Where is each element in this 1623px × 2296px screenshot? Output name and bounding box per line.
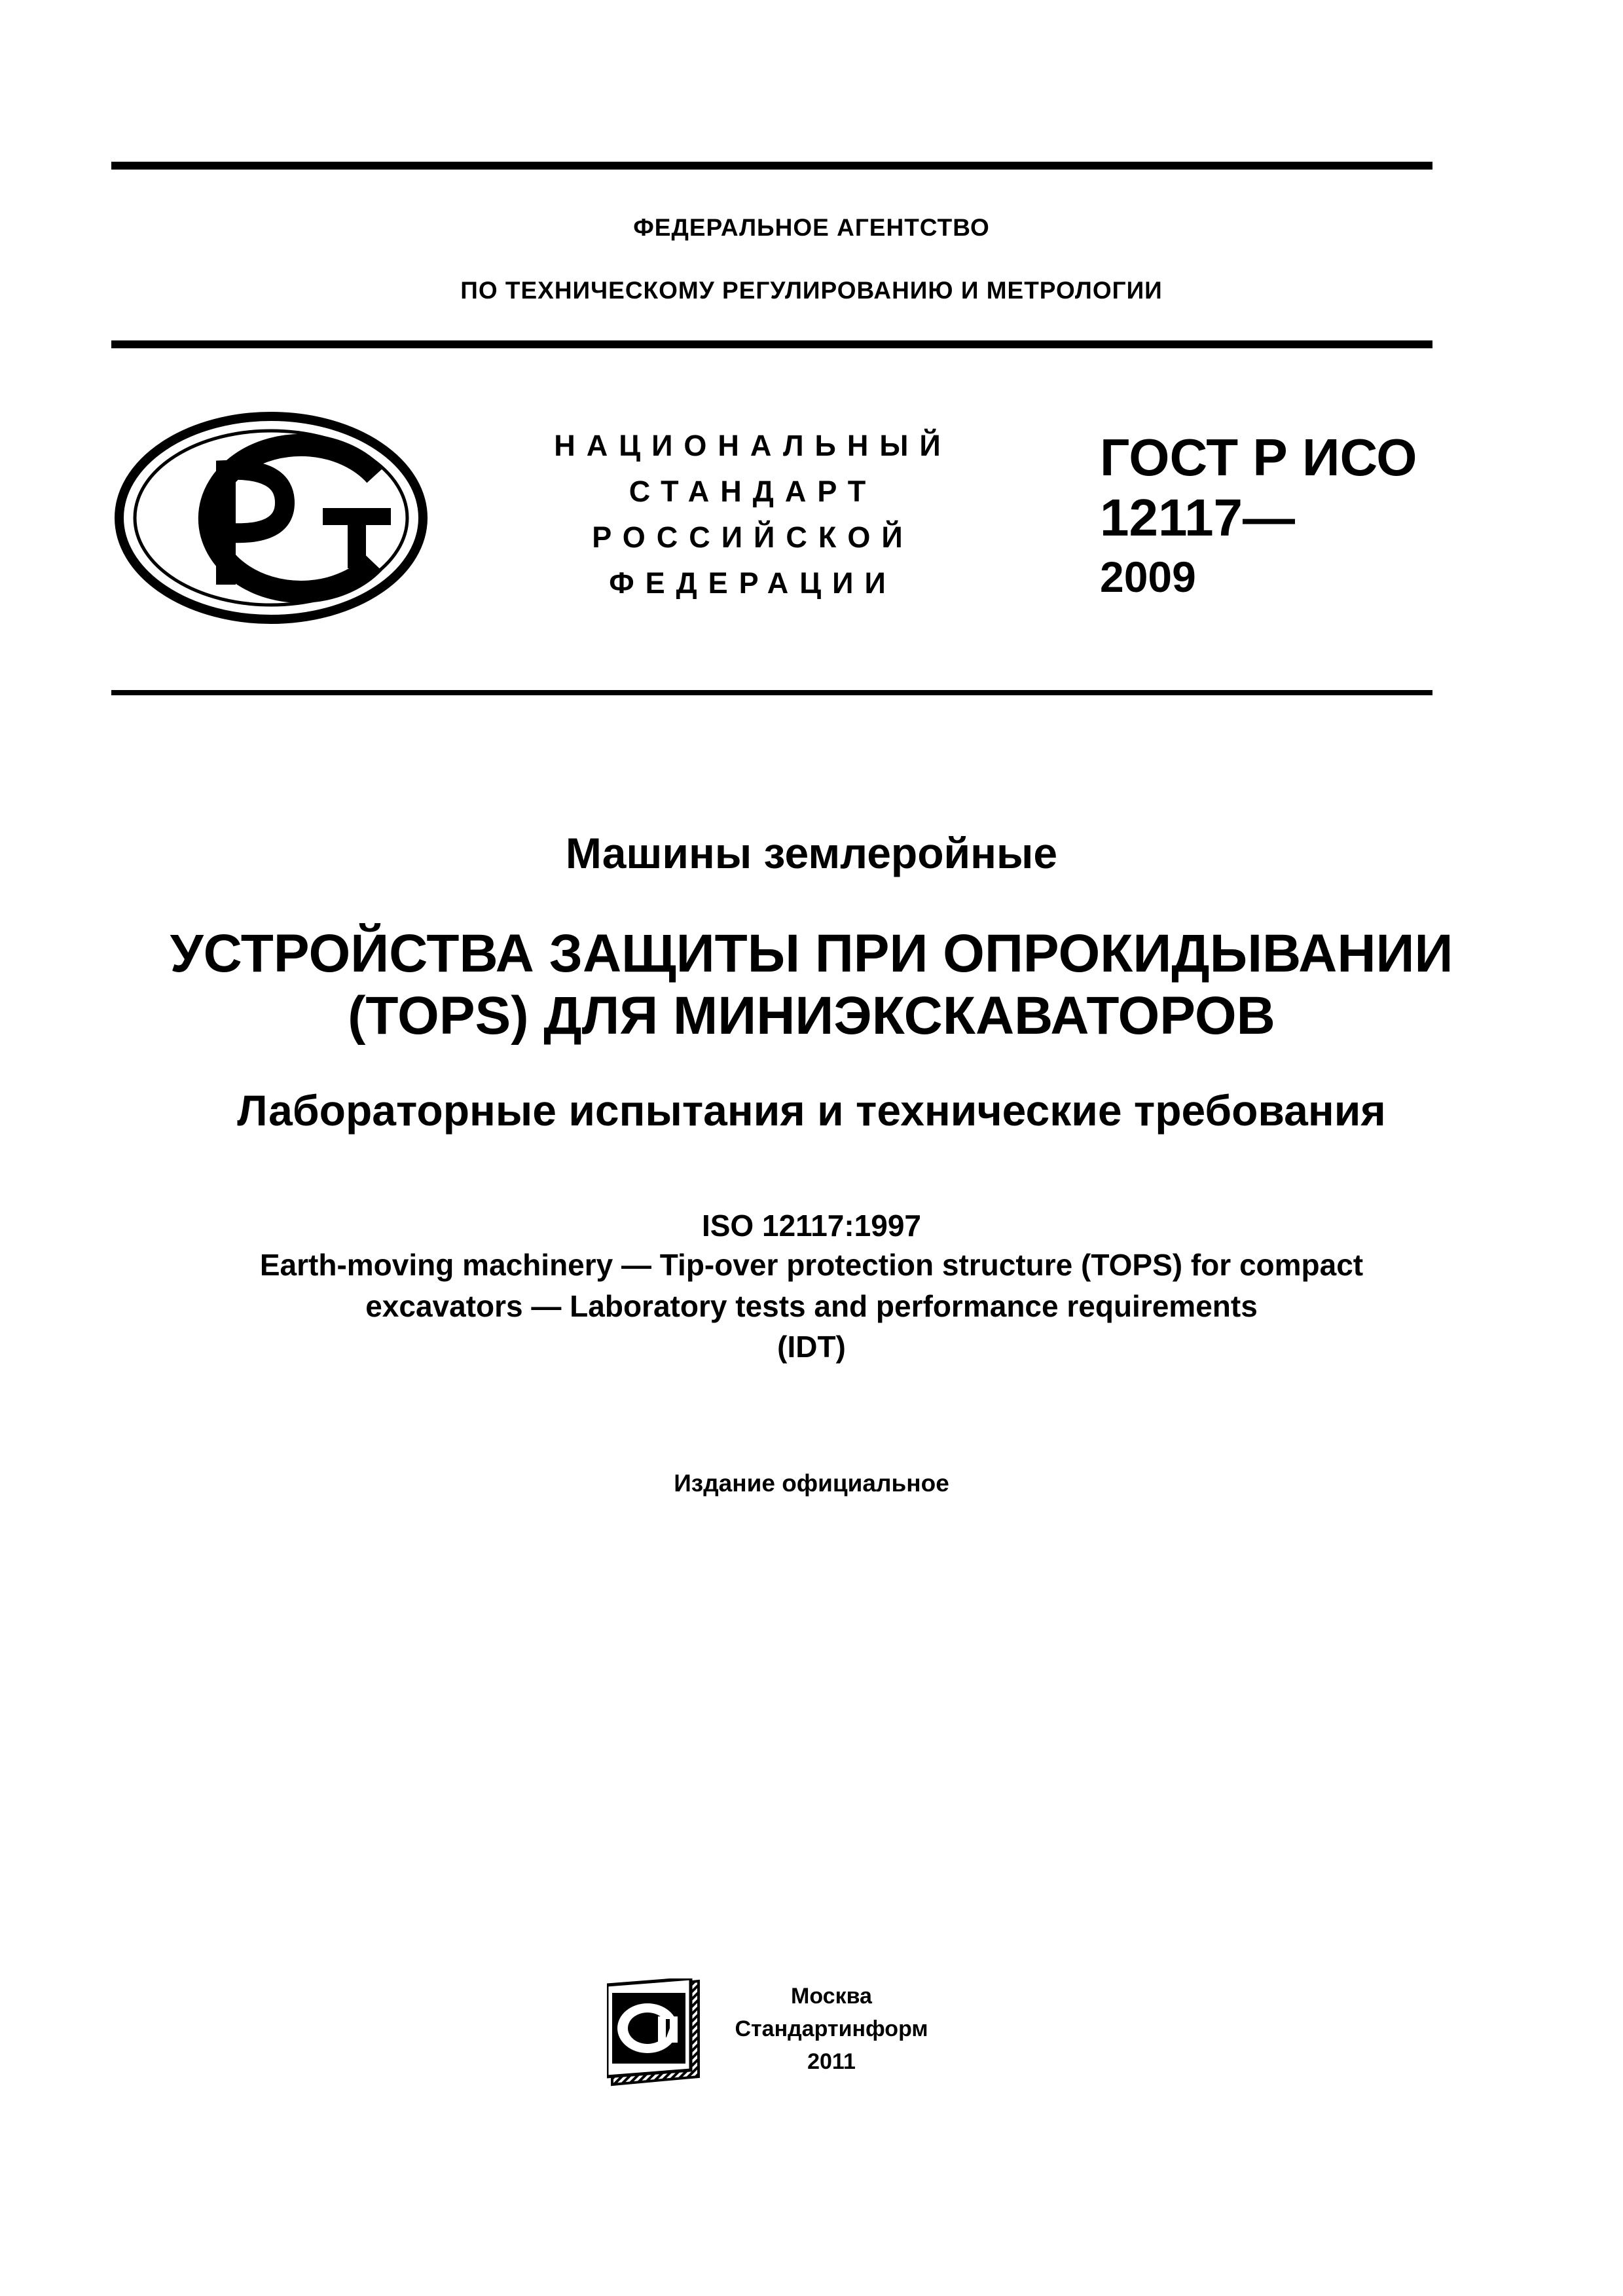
standartinform-logo — [607, 1978, 704, 2087]
title-rule — [111, 690, 1432, 695]
standard-type-line-1: НАЦИОНАЛЬНЫЙ — [554, 429, 952, 462]
standard-type-line-4: ФЕДЕРАЦИИ — [609, 566, 897, 600]
agency-line-1: ФЕДЕРАЛЬНОЕ АГЕНТСТВО — [633, 214, 990, 241]
standard-type-line-2: СТАНДАРТ — [629, 475, 877, 508]
standard-code-line-3: 2009 — [1100, 553, 1196, 601]
top-rule — [111, 162, 1432, 170]
standard-code-line-1: ГОСТ Р ИСО — [1100, 428, 1417, 486]
title-subtitle: Лабораторные испытания и технические требования — [237, 1086, 1386, 1135]
publisher-name: Стандартинформ — [735, 2016, 928, 2041]
title-main-line-1: УСТРОЙСТВА ЗАЩИТЫ ПРИ ОПРОКИДЫВАНИИ — [170, 924, 1453, 983]
title-category: Машины землеройные — [565, 829, 1058, 877]
edition-label: Издание официальное — [674, 1470, 949, 1497]
header-rule — [111, 340, 1432, 348]
iso-title-line-1: Earth-moving machinery — Tip-over protection structure (TOPS) for compact — [259, 1248, 1364, 1282]
publisher-city: Москва — [791, 1984, 872, 2009]
iso-number: ISO 12117:1997 — [701, 1209, 922, 1243]
gost-r-logo — [113, 411, 429, 625]
publisher-year: 2011 — [807, 2049, 856, 2074]
iso-degree: (IDT) — [777, 1330, 846, 1364]
iso-title-line-2: excavators — Laboratory tests and performance requirements — [365, 1289, 1258, 1323]
title-main-line-2: (TOPS) ДЛЯ МИНИЭКСКАВАТОРОВ — [348, 986, 1275, 1046]
agency-line-2: ПО ТЕХНИЧЕСКОМУ РЕГУЛИРОВАНИЮ И МЕТРОЛОГИИ — [460, 277, 1163, 304]
standard-code-line-2: 12117— — [1100, 488, 1296, 547]
standard-type-line-3: РОССИЙСКОЙ — [592, 520, 914, 554]
